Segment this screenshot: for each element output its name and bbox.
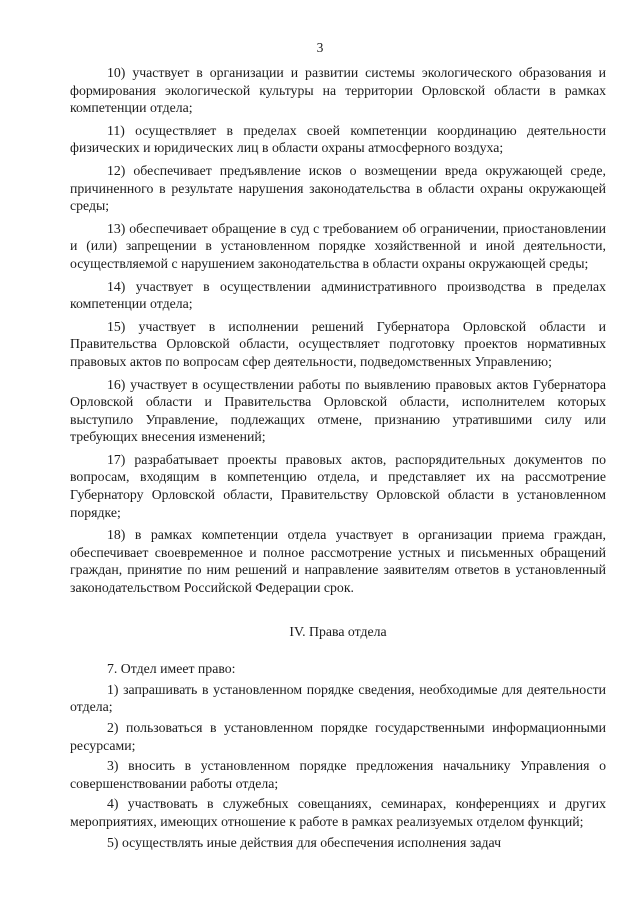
duty-item-14: 14) участвует в осуществлении административного производства в пределах компетенции отдела;	[70, 278, 606, 312]
right-item-3: 3) вносить в установленном порядке предложения начальнику Управления о совершенствовании работы отдела;	[70, 758, 606, 791]
duty-item-13: 13) обеспечивает обращение в суд с требованием об ограничении, приостановлении и (или) запрещении в установленном порядке хозяйственной и иной деятельности, осуществляемой с нарушением законодательства в области охраны окружающей среды;	[70, 220, 606, 271]
section-title: IV. Права отдела	[289, 623, 387, 639]
rights-intro: 7. Отдел имеет право:	[107, 661, 236, 677]
right-item-4: 4) участвовать в служебных совещаниях, семинарах, конференциях и других мероприятиях, имеющих отношение к работе в рамках реализуемых отделом функций;	[70, 796, 606, 829]
duty-item-11: 11) осуществляет в пределах своей компетенции координацию деятельности физических и юридических лиц в области охраны атмосферного воздуха;	[70, 122, 606, 156]
document-body	[70, 64, 606, 854]
duty-item-10: 10) участвует в организации и развитии системы экологического образования и формирования экологической культуры на территории Орловской области в рамках компетенции отдела;	[70, 65, 606, 116]
right-item-2: 2) пользоваться в установленном порядке государственными информационными ресурсами;	[70, 720, 606, 753]
duty-item-17: 17) разрабатывает проекты правовых актов, распорядительных документов по вопросам, входящим в компетенцию отдела, и представляет их на рассмотрение Губернатору Орловской области, Правительству Орловской области в установленном порядке;	[70, 451, 606, 520]
duty-item-16: 16) участвует в осуществлении работы по выявлению правовых актов Губернатора Орловской области и Правительства Орловской области, исполнителем которых выступило Управление, подлежащих отмене, признанию утратившими силу или требующих внесения изменений;	[70, 376, 606, 445]
duty-item-18: 18) в рамках компетенции отдела участвует в организации приема граждан, обеспечивает своевременное и полное рассмотрение устных и письменных обращений граждан, принятие по ним решений и направление заявителям ответов в установленный законодательством Российской Федерации срок.	[70, 527, 606, 596]
duty-item-15: 15) участвует в исполнении решений Губернатора Орловской области и Правительства Орловской области, осуществляет подготовку проектов нормативных правовых актов по вопросам сфер деятельности, подведомственных Управлению;	[70, 318, 606, 369]
page-number: 3	[316, 40, 324, 55]
right-item-1: 1) запрашивать в установленном порядке сведения, необходимые для деятельности отдела;	[70, 681, 606, 715]
right-item-5: 5) осуществлять иные действия для обеспечения исполнения задач	[107, 834, 502, 850]
duty-item-12: 12) обеспечивает предъявление исков о возмещении вреда окружающей среде, причиненного в результате нарушения законодательства в области охраны окружающей среды;	[70, 162, 606, 214]
